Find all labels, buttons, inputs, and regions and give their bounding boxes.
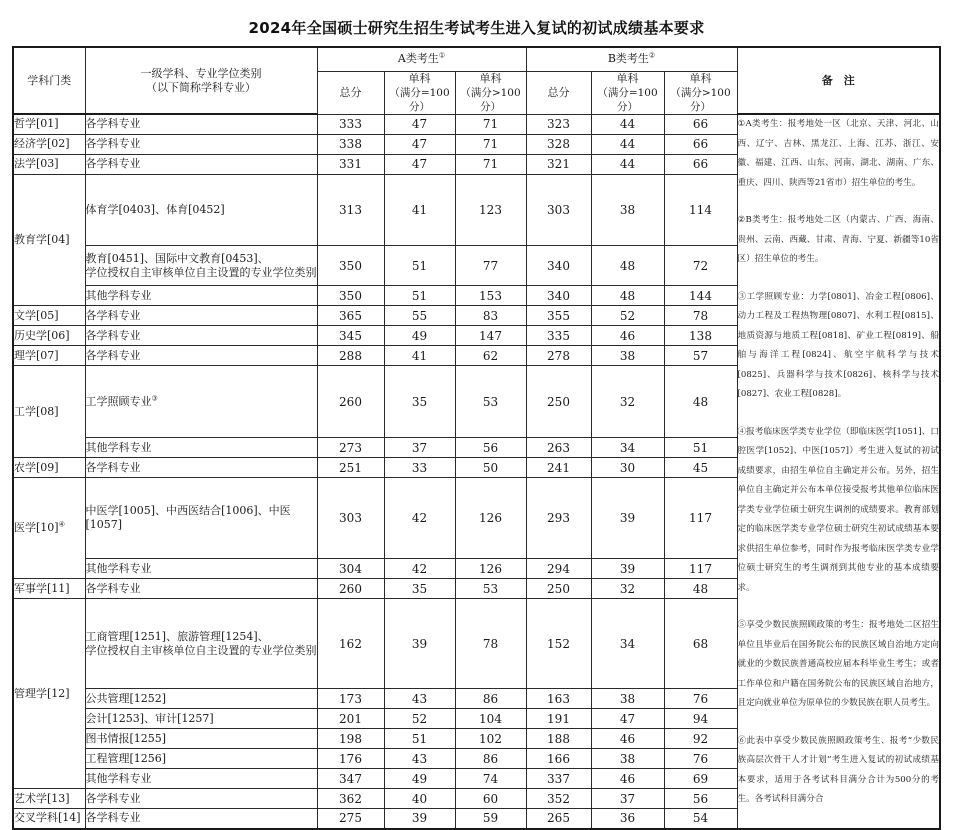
specialty-cell bbox=[85, 366, 317, 438]
b-single-100-cell: 32 bbox=[591, 366, 664, 438]
specialty-cell: 各学科专业 bbox=[85, 326, 317, 346]
a-single-100-cell: 51 bbox=[384, 246, 455, 286]
b-single-gt100-cell: 68 bbox=[664, 599, 737, 689]
a-total-cell: 273 bbox=[317, 438, 384, 458]
header-b-single-gt100-label: 单科 bbox=[689, 71, 712, 85]
header-notes: 备 注 bbox=[737, 47, 940, 114]
footnote-marker-3: ③ bbox=[151, 394, 158, 403]
a-single-gt100-cell: 126 bbox=[455, 559, 526, 579]
specialty-cell: 各学科专业 bbox=[85, 789, 317, 809]
a-total-cell: 251 bbox=[317, 458, 384, 478]
note-5: ⑤享受少数民族照顾政策的考生：报考地处二区招生单位且毕业后在国务院公布的民族区域自治地方定向就业的少数民族普通高校应届本科毕业生考生；或者工作单位和户籍在国务院公布的民族区域自治地方，且定向就业单位为原单位的少数民族在职人员考生。 bbox=[737, 620, 939, 708]
a-single-gt100-cell: 71 bbox=[455, 114, 526, 134]
b-single-100-cell: 39 bbox=[591, 559, 664, 579]
header-b-single-100 bbox=[591, 71, 664, 114]
score-requirements-table bbox=[12, 46, 941, 830]
header-group-a bbox=[317, 47, 526, 71]
a-total-cell: 288 bbox=[317, 346, 384, 366]
b-total-cell: 294 bbox=[526, 559, 591, 579]
a-single-gt100-cell: 71 bbox=[455, 154, 526, 174]
category-cell: 教育学[04] bbox=[13, 174, 85, 306]
b-single-gt100-cell: 94 bbox=[664, 709, 737, 729]
header-a-single-gt100-sub: （满分>100分） bbox=[460, 86, 521, 113]
b-total-cell: 188 bbox=[526, 729, 591, 749]
page-title: 2024年全国硕士研究生招生考试考生进入复试的初试成绩基本要求 bbox=[248, 19, 705, 37]
b-single-gt100-cell: 48 bbox=[664, 579, 737, 599]
a-single-100-cell: 37 bbox=[384, 438, 455, 458]
a-total-cell: 260 bbox=[317, 579, 384, 599]
b-single-gt100-cell: 117 bbox=[664, 478, 737, 559]
header-b-single-100-sub: （满分=100分） bbox=[597, 86, 658, 113]
b-single-gt100-cell: 144 bbox=[664, 286, 737, 306]
a-total-cell: 333 bbox=[317, 114, 384, 134]
specialty-line1: 教育[0451]、国际中文教育[0453]、 bbox=[85, 251, 269, 265]
a-total-cell: 365 bbox=[317, 306, 384, 326]
a-single-gt100-cell: 77 bbox=[455, 246, 526, 286]
b-single-gt100-cell: 69 bbox=[664, 769, 737, 789]
a-total-cell: 275 bbox=[317, 809, 384, 829]
a-single-gt100-cell: 59 bbox=[455, 809, 526, 829]
a-total-cell: 362 bbox=[317, 789, 384, 809]
b-single-100-cell: 38 bbox=[591, 174, 664, 246]
header-a-single-100-sub: （满分=100分） bbox=[389, 86, 450, 113]
header-specialty-line2: （以下简称学科专业） bbox=[146, 80, 256, 94]
a-single-100-cell: 35 bbox=[384, 579, 455, 599]
b-single-gt100-cell: 76 bbox=[664, 749, 737, 769]
header-group-b-label: B类考生 bbox=[607, 52, 649, 66]
b-single-gt100-cell: 56 bbox=[664, 789, 737, 809]
b-single-100-cell: 38 bbox=[591, 689, 664, 709]
a-total-cell: 201 bbox=[317, 709, 384, 729]
specialty-line1: 工商管理[1251]、旅游管理[1254]、 bbox=[85, 629, 269, 643]
a-single-100-cell: 47 bbox=[384, 134, 455, 154]
header-b-total: 总分 bbox=[526, 71, 591, 114]
a-total-cell: 345 bbox=[317, 326, 384, 346]
a-single-gt100-cell: 153 bbox=[455, 286, 526, 306]
a-single-gt100-cell: 62 bbox=[455, 346, 526, 366]
a-single-100-cell: 42 bbox=[384, 559, 455, 579]
category-cell: 历史学[06] bbox=[13, 326, 85, 346]
b-single-100-cell: 48 bbox=[591, 246, 664, 286]
b-single-gt100-cell: 54 bbox=[664, 809, 737, 829]
header-a-single-gt100-label: 单科 bbox=[479, 71, 502, 85]
a-total-cell: 176 bbox=[317, 749, 384, 769]
table-row bbox=[13, 114, 940, 134]
a-single-gt100-cell: 86 bbox=[455, 689, 526, 709]
specialty-cell: 各学科专业 bbox=[85, 458, 317, 478]
b-total-cell: 323 bbox=[526, 114, 591, 134]
b-single-100-cell: 38 bbox=[591, 346, 664, 366]
a-total-cell: 303 bbox=[317, 478, 384, 559]
a-single-gt100-cell: 86 bbox=[455, 749, 526, 769]
a-single-100-cell: 40 bbox=[384, 789, 455, 809]
b-total-cell: 250 bbox=[526, 366, 591, 438]
a-single-100-cell: 39 bbox=[384, 809, 455, 829]
b-single-gt100-cell: 51 bbox=[664, 438, 737, 458]
b-single-100-cell: 34 bbox=[591, 438, 664, 458]
footnote-marker-4: ④ bbox=[58, 520, 65, 529]
b-single-100-cell: 34 bbox=[591, 599, 664, 689]
a-single-100-cell: 52 bbox=[384, 709, 455, 729]
a-single-gt100-cell: 60 bbox=[455, 789, 526, 809]
b-single-100-cell: 44 bbox=[591, 134, 664, 154]
b-total-cell: 163 bbox=[526, 689, 591, 709]
specialty-cell: 各学科专业 bbox=[85, 306, 317, 326]
a-single-gt100-cell: 50 bbox=[455, 458, 526, 478]
note-4: ④报考临床医学类专业学位（即临床医学[1051]、口腔医学[1052]、中医[1057]）考生进入复试的初试成绩要求，由招生单位自主确定并公布。另外，招生单位自主确定并公布本单位接受报考其他单位临床医学类专业学位硕士研究生调剂的成绩要求。教育部划定的临床医学类专业学位硕士研究生初试成绩基本要求供招生单位参考，同时作为报考临床医学类专业学位硕士研究生的考生调剂到其他专业的基本成绩要求。 bbox=[737, 426, 939, 593]
header-specialty-line1: 一级学科、专业学位类别 bbox=[140, 66, 262, 80]
b-total-cell: 293 bbox=[526, 478, 591, 559]
a-single-100-cell: 35 bbox=[384, 366, 455, 438]
specialty-cell: 公共管理[1252] bbox=[85, 689, 317, 709]
b-single-100-cell: 39 bbox=[591, 478, 664, 559]
header-category: 学科门类 bbox=[13, 47, 85, 114]
a-single-gt100-cell: 53 bbox=[455, 366, 526, 438]
b-total-cell: 263 bbox=[526, 438, 591, 458]
b-single-100-cell: 46 bbox=[591, 326, 664, 346]
specialty-cell: 中医学[1005]、中西医结合[1006]、中医[1057] bbox=[85, 478, 317, 559]
header-a-single-gt100 bbox=[455, 71, 526, 114]
b-single-gt100-cell: 45 bbox=[664, 458, 737, 478]
b-single-gt100-cell: 76 bbox=[664, 689, 737, 709]
footnote-marker-1: ① bbox=[438, 51, 446, 60]
a-single-100-cell: 47 bbox=[384, 154, 455, 174]
a-single-100-cell: 51 bbox=[384, 286, 455, 306]
b-total-cell: 340 bbox=[526, 246, 591, 286]
category-cell: 管理学[12] bbox=[13, 599, 85, 789]
b-single-100-cell: 38 bbox=[591, 749, 664, 769]
b-single-100-cell: 32 bbox=[591, 579, 664, 599]
specialty-cell: 图书情报[1255] bbox=[85, 729, 317, 749]
b-single-gt100-cell: 72 bbox=[664, 246, 737, 286]
b-single-gt100-cell: 138 bbox=[664, 326, 737, 346]
b-total-cell: 241 bbox=[526, 458, 591, 478]
a-single-gt100-cell: 126 bbox=[455, 478, 526, 559]
b-single-gt100-cell: 66 bbox=[664, 134, 737, 154]
a-single-100-cell: 47 bbox=[384, 114, 455, 134]
specialty-cell: 其他学科专业 bbox=[85, 769, 317, 789]
b-single-100-cell: 37 bbox=[591, 789, 664, 809]
b-single-gt100-cell: 48 bbox=[664, 366, 737, 438]
header-a-single-100 bbox=[384, 71, 455, 114]
specialty-cell bbox=[85, 246, 317, 286]
category-cell bbox=[13, 478, 85, 579]
b-single-100-cell: 46 bbox=[591, 769, 664, 789]
b-single-gt100-cell: 66 bbox=[664, 154, 737, 174]
header-b-single-gt100-sub: （满分>100分） bbox=[670, 86, 731, 113]
specialty-cell: 各学科专业 bbox=[85, 154, 317, 174]
header-b-single-gt100 bbox=[664, 71, 737, 114]
b-total-cell: 337 bbox=[526, 769, 591, 789]
a-single-gt100-cell: 102 bbox=[455, 729, 526, 749]
a-total-cell: 173 bbox=[317, 689, 384, 709]
b-total-cell: 321 bbox=[526, 154, 591, 174]
specialty-cell: 各学科专业 bbox=[85, 579, 317, 599]
b-single-gt100-cell: 114 bbox=[664, 174, 737, 246]
a-total-cell: 350 bbox=[317, 286, 384, 306]
specialty-cell: 各学科专业 bbox=[85, 346, 317, 366]
b-single-100-cell: 47 bbox=[591, 709, 664, 729]
a-single-gt100-cell: 71 bbox=[455, 134, 526, 154]
b-single-gt100-cell: 57 bbox=[664, 346, 737, 366]
specialty-line2: 学位授权自主审核单位自主设置的专业学位类别 bbox=[85, 643, 317, 657]
header-group-b bbox=[526, 47, 737, 71]
note-3: ③工学照顾专业：力学[0801]、冶金工程[0806]、动力工程及工程热物理[0807]、水利工程[0815]、地质资源与地质工程[0818]、矿业工程[0819]、船舶与海洋工程[0824]、航空宇航科学与技术[0825]、兵器科学与技术[0826]、核科学与技术[0827]、农业工程[0828]。 bbox=[737, 291, 939, 399]
b-total-cell: 303 bbox=[526, 174, 591, 246]
note-2: ②B类考生：报考地处二区（内蒙古、广西、海南、贵州、云南、西藏、甘肃、青海、宁夏、新疆等10省区）招生单位的考生。 bbox=[737, 215, 939, 264]
a-single-gt100-cell: 147 bbox=[455, 326, 526, 346]
specialty-cell: 各学科专业 bbox=[85, 114, 317, 134]
b-single-100-cell: 52 bbox=[591, 306, 664, 326]
note-1: ①A类考生：报考地处一区（北京、天津、河北、山西、辽宁、吉林、黑龙江、上海、江苏、浙江、安徽、福建、江西、山东、河南、湖北、湖南、广东、重庆、四川、陕西等21省市）招生单位的考生。 bbox=[737, 119, 939, 188]
specialty-line2: 学位授权自主审核单位自主设置的专业学位类别 bbox=[85, 265, 317, 279]
category-cell: 军事学[11] bbox=[13, 579, 85, 599]
a-total-cell: 304 bbox=[317, 559, 384, 579]
footnote-marker-2: ② bbox=[648, 51, 656, 60]
a-total-cell: 313 bbox=[317, 174, 384, 246]
header-group-a-label: A类考生 bbox=[397, 52, 439, 66]
a-single-gt100-cell: 78 bbox=[455, 599, 526, 689]
b-single-gt100-cell: 66 bbox=[664, 114, 737, 134]
b-single-100-cell: 48 bbox=[591, 286, 664, 306]
header-b-single-100-label: 单科 bbox=[616, 71, 639, 85]
b-total-cell: 335 bbox=[526, 326, 591, 346]
b-single-gt100-cell: 78 bbox=[664, 306, 737, 326]
b-total-cell: 355 bbox=[526, 306, 591, 326]
a-total-cell: 347 bbox=[317, 769, 384, 789]
a-single-100-cell: 39 bbox=[384, 599, 455, 689]
a-single-100-cell: 41 bbox=[384, 174, 455, 246]
b-total-cell: 265 bbox=[526, 809, 591, 829]
a-single-gt100-cell: 56 bbox=[455, 438, 526, 458]
b-single-gt100-cell: 92 bbox=[664, 729, 737, 749]
a-single-gt100-cell: 123 bbox=[455, 174, 526, 246]
a-total-cell: 260 bbox=[317, 366, 384, 438]
category-cell: 农学[09] bbox=[13, 458, 85, 478]
a-single-gt100-cell: 74 bbox=[455, 769, 526, 789]
category-cell: 交叉学科[14] bbox=[13, 809, 85, 829]
b-single-100-cell: 44 bbox=[591, 114, 664, 134]
specialty-cell: 其他学科专业 bbox=[85, 286, 317, 306]
category-cell: 文学[05] bbox=[13, 306, 85, 326]
b-total-cell: 278 bbox=[526, 346, 591, 366]
specialty-cell: 其他学科专业 bbox=[85, 438, 317, 458]
specialty-cell: 工程管理[1256] bbox=[85, 749, 317, 769]
header-specialty bbox=[85, 47, 317, 114]
specialty-cell: 各学科专业 bbox=[85, 134, 317, 154]
category-cell: 理学[07] bbox=[13, 346, 85, 366]
category-cell: 经济学[02] bbox=[13, 134, 85, 154]
specialty-cell bbox=[85, 599, 317, 689]
a-single-100-cell: 33 bbox=[384, 458, 455, 478]
b-single-100-cell: 44 bbox=[591, 154, 664, 174]
a-single-gt100-cell: 104 bbox=[455, 709, 526, 729]
header-a-total: 总分 bbox=[317, 71, 384, 114]
b-single-100-cell: 30 bbox=[591, 458, 664, 478]
a-total-cell: 198 bbox=[317, 729, 384, 749]
a-single-100-cell: 41 bbox=[384, 346, 455, 366]
specialty-cell: 其他学科专业 bbox=[85, 559, 317, 579]
note-6: ⑥此表中享受少数民族照顾政策考生、报考“少数民族高层次骨干人才计划”考生进入复试的初试成绩基本要求，适用于各考试科目满分合计为500分的考生。各考试科目满分合 bbox=[737, 735, 939, 804]
a-single-100-cell: 42 bbox=[384, 478, 455, 559]
b-single-gt100-cell: 117 bbox=[664, 559, 737, 579]
b-total-cell: 152 bbox=[526, 599, 591, 689]
a-total-cell: 331 bbox=[317, 154, 384, 174]
a-single-100-cell: 43 bbox=[384, 749, 455, 769]
a-single-gt100-cell: 83 bbox=[455, 306, 526, 326]
a-total-cell: 162 bbox=[317, 599, 384, 689]
a-single-100-cell: 49 bbox=[384, 769, 455, 789]
specialty-cell: 会计[1253]、审计[1257] bbox=[85, 709, 317, 729]
specialty-cell: 体育学[0403]、体育[0452] bbox=[85, 174, 317, 246]
a-single-100-cell: 51 bbox=[384, 729, 455, 749]
category-cell: 哲学[01] bbox=[13, 114, 85, 134]
specialty-cell: 各学科专业 bbox=[85, 809, 317, 829]
header-a-single-100-label: 单科 bbox=[408, 71, 431, 85]
b-total-cell: 166 bbox=[526, 749, 591, 769]
a-single-100-cell: 55 bbox=[384, 306, 455, 326]
b-total-cell: 352 bbox=[526, 789, 591, 809]
category-label: 医学[10] bbox=[14, 521, 59, 535]
a-total-cell: 338 bbox=[317, 134, 384, 154]
a-single-gt100-cell: 53 bbox=[455, 579, 526, 599]
a-single-100-cell: 43 bbox=[384, 689, 455, 709]
a-single-100-cell: 49 bbox=[384, 326, 455, 346]
specialty-label: 工学照顾专业 bbox=[85, 394, 152, 408]
b-total-cell: 250 bbox=[526, 579, 591, 599]
b-total-cell: 328 bbox=[526, 134, 591, 154]
category-cell: 艺术学[13] bbox=[13, 789, 85, 809]
notes-cell bbox=[737, 114, 940, 829]
b-single-100-cell: 46 bbox=[591, 729, 664, 749]
category-cell: 工学[08] bbox=[13, 366, 85, 458]
category-cell: 法学[03] bbox=[13, 154, 85, 174]
b-total-cell: 191 bbox=[526, 709, 591, 729]
b-single-100-cell: 36 bbox=[591, 809, 664, 829]
b-total-cell: 340 bbox=[526, 286, 591, 306]
a-total-cell: 350 bbox=[317, 246, 384, 286]
